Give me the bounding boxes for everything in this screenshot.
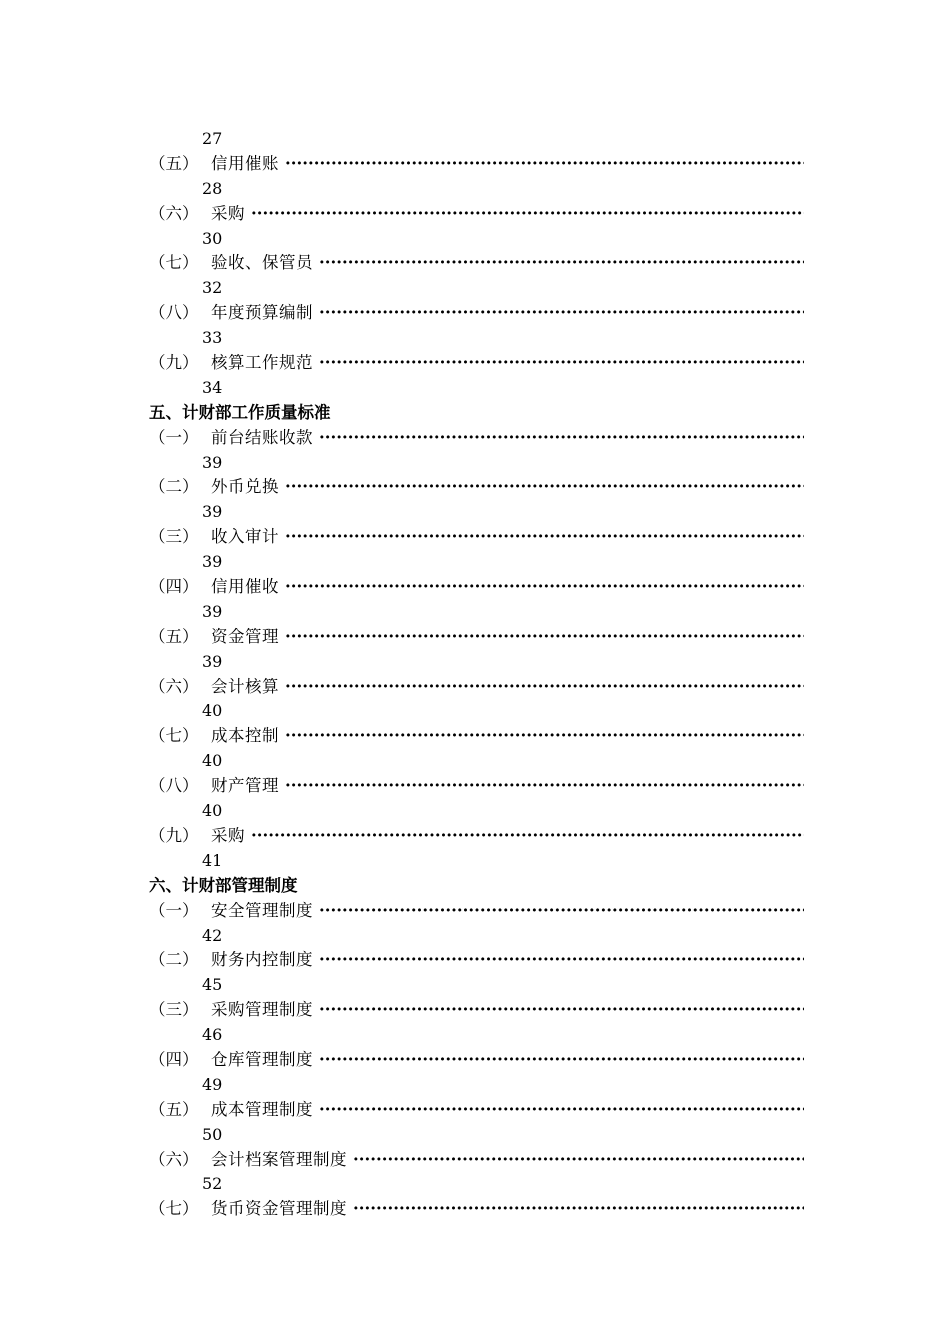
- toc-dot-leader: [285, 675, 804, 700]
- toc-entry: [149, 948, 804, 973]
- toc-page-number: 27: [202, 129, 223, 148]
- toc-entry-title: 会计核算: [211, 676, 279, 696]
- toc-entry-title: 采购管理制度: [211, 1000, 313, 1020]
- toc-dot-leader: [319, 351, 804, 376]
- toc-entry-number: （六）: [149, 676, 199, 696]
- toc-page-number: 40: [202, 701, 223, 721]
- toc-dot-leader: [285, 575, 804, 600]
- toc-entry-title: 财产管理: [211, 776, 279, 796]
- table-of-contents: [149, 127, 804, 1222]
- toc-dot-leader: [353, 1197, 804, 1222]
- toc-dot-leader: [285, 475, 804, 500]
- toc-entry-number: （八）: [149, 776, 199, 796]
- toc-dot-leader: [319, 1048, 804, 1073]
- toc-page-number: 28: [202, 178, 223, 198]
- toc-entry-number: （九）: [149, 825, 199, 845]
- toc-entry: [149, 1098, 804, 1123]
- toc-entry: [149, 675, 804, 700]
- toc-entry-title: 财务内控制度: [211, 950, 313, 970]
- toc-entry-number: （二）: [149, 477, 199, 497]
- toc-entry-title: 资金管理: [211, 626, 279, 646]
- toc-dot-leader: [285, 774, 804, 799]
- toc-page-number: 41: [202, 850, 223, 870]
- toc-entry: [149, 998, 804, 1023]
- toc-page-number: 50: [202, 1124, 223, 1144]
- toc-entry: [149, 824, 804, 849]
- toc-entry-title: 会计档案管理制度: [211, 1149, 347, 1169]
- toc-page-number: 45: [202, 975, 223, 995]
- toc-entry-number: （九）: [149, 353, 199, 373]
- toc-entry: [149, 152, 804, 177]
- toc-entry-number: （六）: [149, 1149, 199, 1169]
- toc-entry: [149, 1148, 804, 1173]
- toc-page-number: 32: [202, 278, 223, 298]
- toc-dot-leader: [319, 948, 804, 973]
- toc-page-number: 39: [202, 452, 223, 472]
- toc-entry: [149, 774, 804, 799]
- toc-entry-number: （三）: [149, 1000, 199, 1020]
- toc-entry-title: 前台结账收款: [211, 427, 313, 447]
- toc-entry-title: 采购: [211, 203, 245, 223]
- toc-entry-number: （五）: [149, 626, 199, 646]
- toc-entry-title: 仓库管理制度: [211, 1049, 313, 1069]
- toc-dot-leader: [285, 152, 804, 177]
- toc-entry: [149, 625, 804, 650]
- toc-entry: [149, 301, 804, 326]
- toc-page-number: 39: [202, 502, 223, 522]
- toc-entry: [149, 575, 804, 600]
- toc-entry-number: （二）: [149, 950, 199, 970]
- toc-entry-number: （六）: [149, 203, 199, 223]
- toc-dot-leader: [251, 202, 804, 227]
- toc-entry-number: （八）: [149, 303, 199, 323]
- toc-entry-number: （三）: [149, 527, 199, 547]
- toc-entry: [149, 426, 804, 451]
- toc-entry: [149, 475, 804, 500]
- toc-entry-number: （一）: [149, 427, 199, 447]
- toc-page-number: 33: [202, 328, 223, 348]
- toc-entry: [149, 1197, 804, 1222]
- toc-entry: [149, 525, 804, 550]
- toc-dot-leader: [319, 251, 804, 276]
- toc-entry-title: 成本管理制度: [211, 1099, 313, 1119]
- toc-page-number: 49: [202, 1074, 223, 1094]
- toc-entry-title: 验收、保管员: [211, 253, 313, 273]
- toc-entry-title: 信用催账: [211, 153, 279, 173]
- toc-entry-title: 安全管理制度: [211, 900, 313, 920]
- toc-page-number: 34: [202, 377, 223, 397]
- toc-page-number: 39: [202, 601, 223, 621]
- toc-entry: [149, 251, 804, 276]
- toc-dot-leader: [319, 998, 804, 1023]
- toc-page-number: 40: [202, 751, 223, 771]
- toc-section-heading: 六、计财部管理制度: [149, 875, 298, 895]
- toc-entry-number: （四）: [149, 1049, 199, 1069]
- toc-dot-leader: [285, 724, 804, 749]
- toc-entry: [149, 899, 804, 924]
- toc-entry-title: 采购: [211, 825, 245, 845]
- toc-dot-leader: [251, 824, 804, 849]
- toc-page-number: 46: [202, 1025, 223, 1045]
- toc-page-number: 39: [202, 651, 223, 671]
- toc-page-number: 52: [202, 1174, 223, 1194]
- toc-entry-title: 外币兑换: [211, 477, 279, 497]
- toc-entry-number: （七）: [149, 253, 199, 273]
- toc-page-number: 30: [202, 228, 223, 248]
- toc-entry-title: 收入审计: [211, 527, 279, 547]
- toc-entry-title: 成本控制: [211, 726, 279, 746]
- toc-entry: [149, 351, 804, 376]
- toc-entry-number: （四）: [149, 577, 199, 597]
- toc-entry-title: 核算工作规范: [211, 353, 313, 373]
- toc-entry-title: 信用催收: [211, 577, 279, 597]
- toc-dot-leader: [285, 525, 804, 550]
- toc-page-number: 40: [202, 801, 223, 821]
- toc-dot-leader: [285, 625, 804, 650]
- toc-page-number: 39: [202, 552, 223, 572]
- toc-dot-leader: [353, 1148, 804, 1173]
- toc-page-number: 42: [202, 925, 223, 945]
- toc-entry: [149, 202, 804, 227]
- toc-dot-leader: [319, 426, 804, 451]
- toc-entry-title: 年度预算编制: [211, 303, 313, 323]
- toc-entry-number: （一）: [149, 900, 199, 920]
- toc-dot-leader: [319, 1098, 804, 1123]
- toc-entry-number: （五）: [149, 153, 199, 173]
- toc-section-heading: 五、计财部工作质量标准: [149, 402, 331, 422]
- toc-entry: [149, 1048, 804, 1073]
- toc-dot-leader: [319, 899, 804, 924]
- toc-entry-number: （七）: [149, 1199, 199, 1219]
- toc-entry-number: （七）: [149, 726, 199, 746]
- toc-dot-leader: [319, 301, 804, 326]
- toc-entry: [149, 724, 804, 749]
- toc-entry-title: 货币资金管理制度: [211, 1199, 347, 1219]
- toc-entry-number: （五）: [149, 1099, 199, 1119]
